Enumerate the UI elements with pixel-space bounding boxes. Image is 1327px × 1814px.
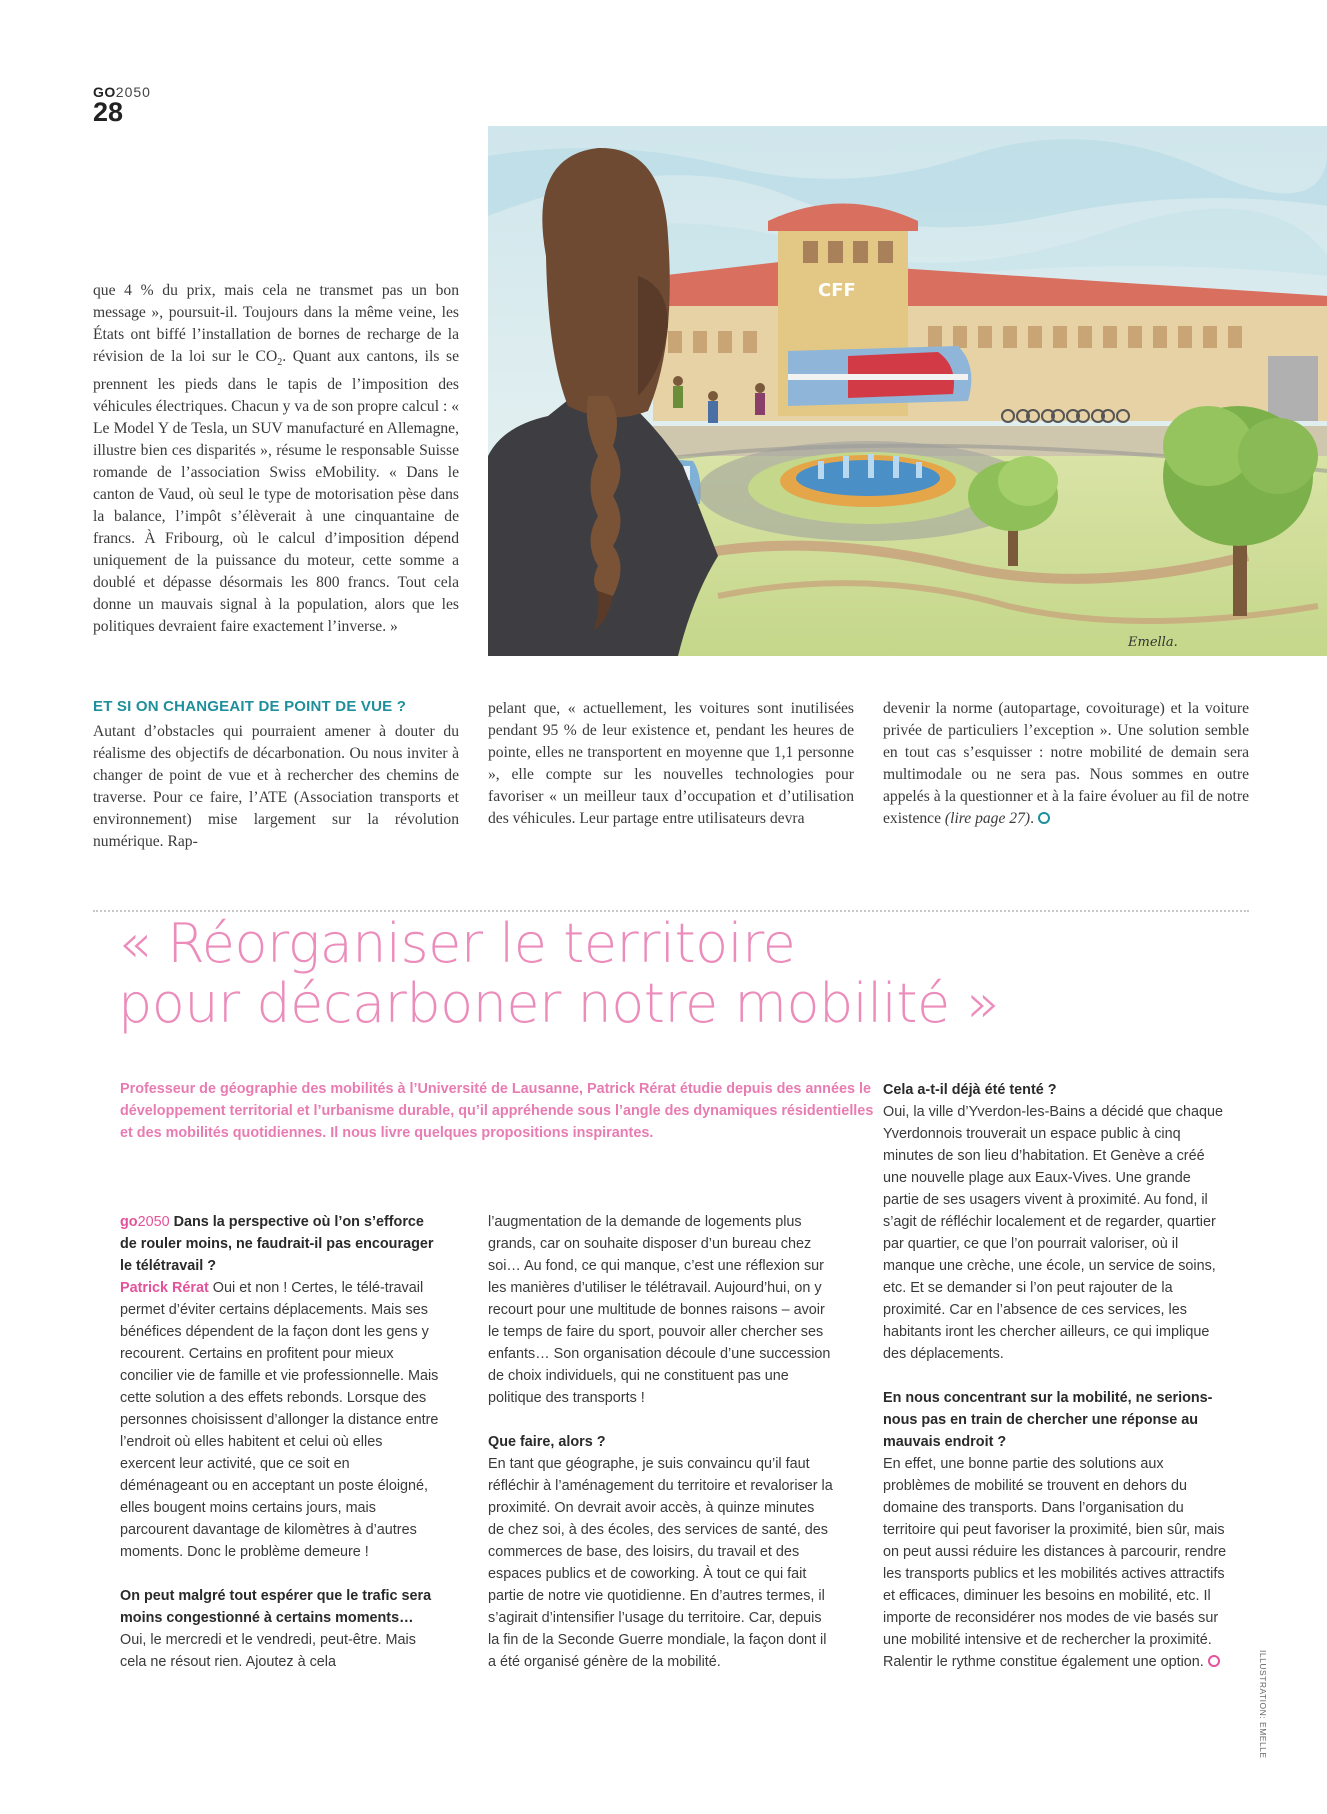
interview-headline (118, 914, 1258, 1034)
section-col2-text: pelant que, « actuellement, les voitures sont inutilisées pendant 95 % de leur existence et, pendant les heures de pointe, elles ne transportent en moyenne que 1,1 personne », elle compte sur les nouvelles technologies pour favoriser « un meilleur taux d’occupation et d’utilisation des véhicules. Leur partage entre utilisateurs devra (488, 700, 854, 827)
answer-3: En tant que géographe, je suis convaincu qu’il faut réfléchir à l’aménagement du territoire et revaloriser la proximité. On devrait avoir accès, à quinze minutes de chez soi, à des écoles, des services de santé, des commerces de base, des loisirs, du travail et des espaces publics et de coworking. À tout ce qui fait partie de notre vie quotidienne. En d’autres termes, il s’agirait d’intensifier l’usage du territoire. Car, depuis la fin de la Seconde Guerre mondiale, la façon dont il a été organisé génère de la mobilité. (488, 1456, 833, 1670)
question-4: Cela a-t-il déjà été tenté ? (883, 1082, 1057, 1098)
train (788, 346, 971, 406)
section-column-2 (488, 698, 854, 830)
article-end-icon (1038, 812, 1050, 824)
section-column-1 (93, 721, 459, 853)
section-col3-text: devenir la norme (autopartage, covoiturage) et la voiture privée de particuliers l’exception ». Une solution semble en tout cas s’esquisser : notre mobilité de demain sera multimodale ou ne sera pas. Nous sommes en outre appelés à la questionner et à la faire évoluer au fil de notre existence (883, 700, 1249, 827)
section-col1-text: Autant d’obstacles qui pourraient amener à douter du réalisme des objectifs de décarbonation. Ou nous inviter à changer de point de vue et à rechercher des chemins de traverse. Pour ce faire, l’ATE (Association transports et environnement) mise largement sur la révolution numérique. Rap- (93, 723, 459, 850)
question-1 (120, 1211, 440, 1277)
prefix-go: go (120, 1214, 138, 1230)
illustration-credit: ILLUSTRATION: EMELLE (1258, 1650, 1268, 1759)
illustration (488, 126, 1327, 656)
interview-column-2 (488, 1211, 833, 1673)
answer-4: Oui, la ville d’Yverdon-les-Bains a décidé que chaque Yverdonnois trouverait un espace public à cinq minutes de son lieu d’habitation. Et Genève a créé une nouvelle plage aux Eaux-Vives. Une grande partie de ses usagers vivent à proximité. Au fond, il s’agit de réfléchir localement et de regarder, quartier par quartier, ce que l’on pourrait valoriser, où il manque une crèche, une école, un service de soins, etc. Et se demander si l’on peut rajouter de la proximité. Car en l’absence de ces services, les habitants iront les chercher ailleurs, ce qui implique des déplacements. (883, 1104, 1223, 1362)
answer-5-text: En effet, une bonne partie des solutions aux problèmes de mobilité se trouvent en dehors du domaine des transports. Dans l’organisation du territoire qui peut favoriser la proximité, bien sûr, mais on peut aussi réduire les distances à parcourir, rendre les transports publics et les mobilités actives attractifs et efficaces, diminuer les besoins en mobilité, etc. Il importe de reconsidérer nos modes de vie basés sur une mobilité intensive et de rechercher la proximité. Ralentir le rythme constitue également une option. (883, 1456, 1227, 1670)
interview-intro: Professeur de géographie des mobilités à l’Université de Lausanne, Patrick Rérat étudie depuis des années le développement territorial et l’urbanisme durable, qu’il appréhende sous l’angle des dynamiques résidentielles et des mobilités quotidiennes. Il nous livre quelques propositions inspirantes. (120, 1081, 874, 1141)
page-reference: (lire page 27) (944, 810, 1031, 827)
headline-line-1: « Réorganiser le territoire (118, 912, 796, 975)
section-col3-end: . (1030, 810, 1034, 827)
question-2: On peut malgré tout espérer que le trafic sera moins congestionné à certains moments… (120, 1588, 432, 1626)
interview-end-icon (1208, 1655, 1220, 1667)
brand-go: GO (93, 84, 116, 100)
interview-column-3 (883, 1079, 1228, 1673)
top-paragraph-text: que 4 % du prix, mais cela ne transmet pas un bon message », poursuit-il. Toujours dans la même veine, les États ont biffé l’installation de bornes de recharge de la révision de la loi sur le CO (93, 282, 459, 365)
station-sign: CFF (818, 280, 856, 301)
co2-subscript: 2 (277, 357, 283, 369)
speaker-name: Patrick Rérat (120, 1280, 209, 1296)
headline-line-2: pour décarboner notre mobilité » (118, 972, 999, 1035)
answer-1 (120, 1277, 440, 1563)
answer-5 (883, 1453, 1228, 1673)
section-heading: ET SI ON CHANGEAIT DE POINT DE VUE ? (93, 698, 407, 715)
question-1-text: Dans la perspective où l’on s’efforce de rouler moins, ne faudrait-il pas encourager le télétravail ? (120, 1214, 434, 1274)
interview-column-1 (120, 1211, 440, 1673)
prefix-year: 2050 (137, 1214, 170, 1230)
article-top-column (93, 280, 459, 638)
page-number: 28 (93, 97, 124, 127)
question-5: En nous concentrant sur la mobilité, ne serions-nous pas en train de chercher une réponse au mauvais endroit ? (883, 1390, 1213, 1450)
brand-prefix (120, 1214, 170, 1230)
brand-year: 2050 (115, 84, 151, 100)
question-3: Que faire, alors ? (488, 1434, 606, 1450)
answer-2-continued: l’augmentation de la demande de logements plus grands, car on souhaite disposer d’un bureau chez soi… Au fond, ce qui manque, c’est une réflexion sur les manières d’utiliser le télétravail. Aujourd’hui, on y recourt pour une multitude de bonnes raisons – avoir le temps de faire du sport, pouvoir aller chercher ses enfants… Son organisation découle d’une succession de choix individuels, qui ne constituent pas une politique des transports ! (488, 1214, 831, 1406)
answer-2: Oui, le mercredi et le vendredi, peut-être. Mais cela ne résout rien. Ajoutez à cela (120, 1632, 416, 1670)
answer-1-text: Oui et non ! Certes, le télé-travail permet d’éviter certains déplacements. Mais ses bénéfices dépendent de la façon dont les gens y recourent. Certains en profitent pour mieux concilier vie de famille et vie professionnelle. Mais cette solution a des effets rebonds. Lorsque des personnes choisissent d’allonger la distance entre l’endroit où elles habitent et celui où elles exercent leur activité, que ce soit en déménageant ou en acceptant un poste éloigné, elles bougent moins certains jours, mais parcourent davantage de kilomètres à d’autres moments. Donc le problème demeure ! (120, 1280, 439, 1560)
section-col3-paragraph (883, 698, 1249, 830)
top-paragraph-text-end: . Quant aux cantons, ils se prennent les pieds dans le tapis de l’imposition des véhicules électriques. Chacun y va de son propre calcul : « Le Model Y de Tesla, un SUV manufacturé en Allemagne, illustre bien ces disparités », résume le responsable Suisse romande de l’association Swiss eMobility. « Dans le canton de Vaud, où seul le type de motorisation pèse dans la balance, l’impôt s’élèverait à une cinquantaine de francs. À Fribourg, où le calcul d’imposition dépend uniquement de la puissance du moteur, cette somme a doublé et dépasse désormais les 800 francs. Tout cela donne un mauvais signal à la population, alors que les politiques devraient faire exactement l’inverse. » (93, 348, 459, 636)
section-column-3 (883, 698, 1249, 830)
artist-signature: Emella. (1128, 635, 1178, 650)
top-paragraph (93, 280, 459, 638)
